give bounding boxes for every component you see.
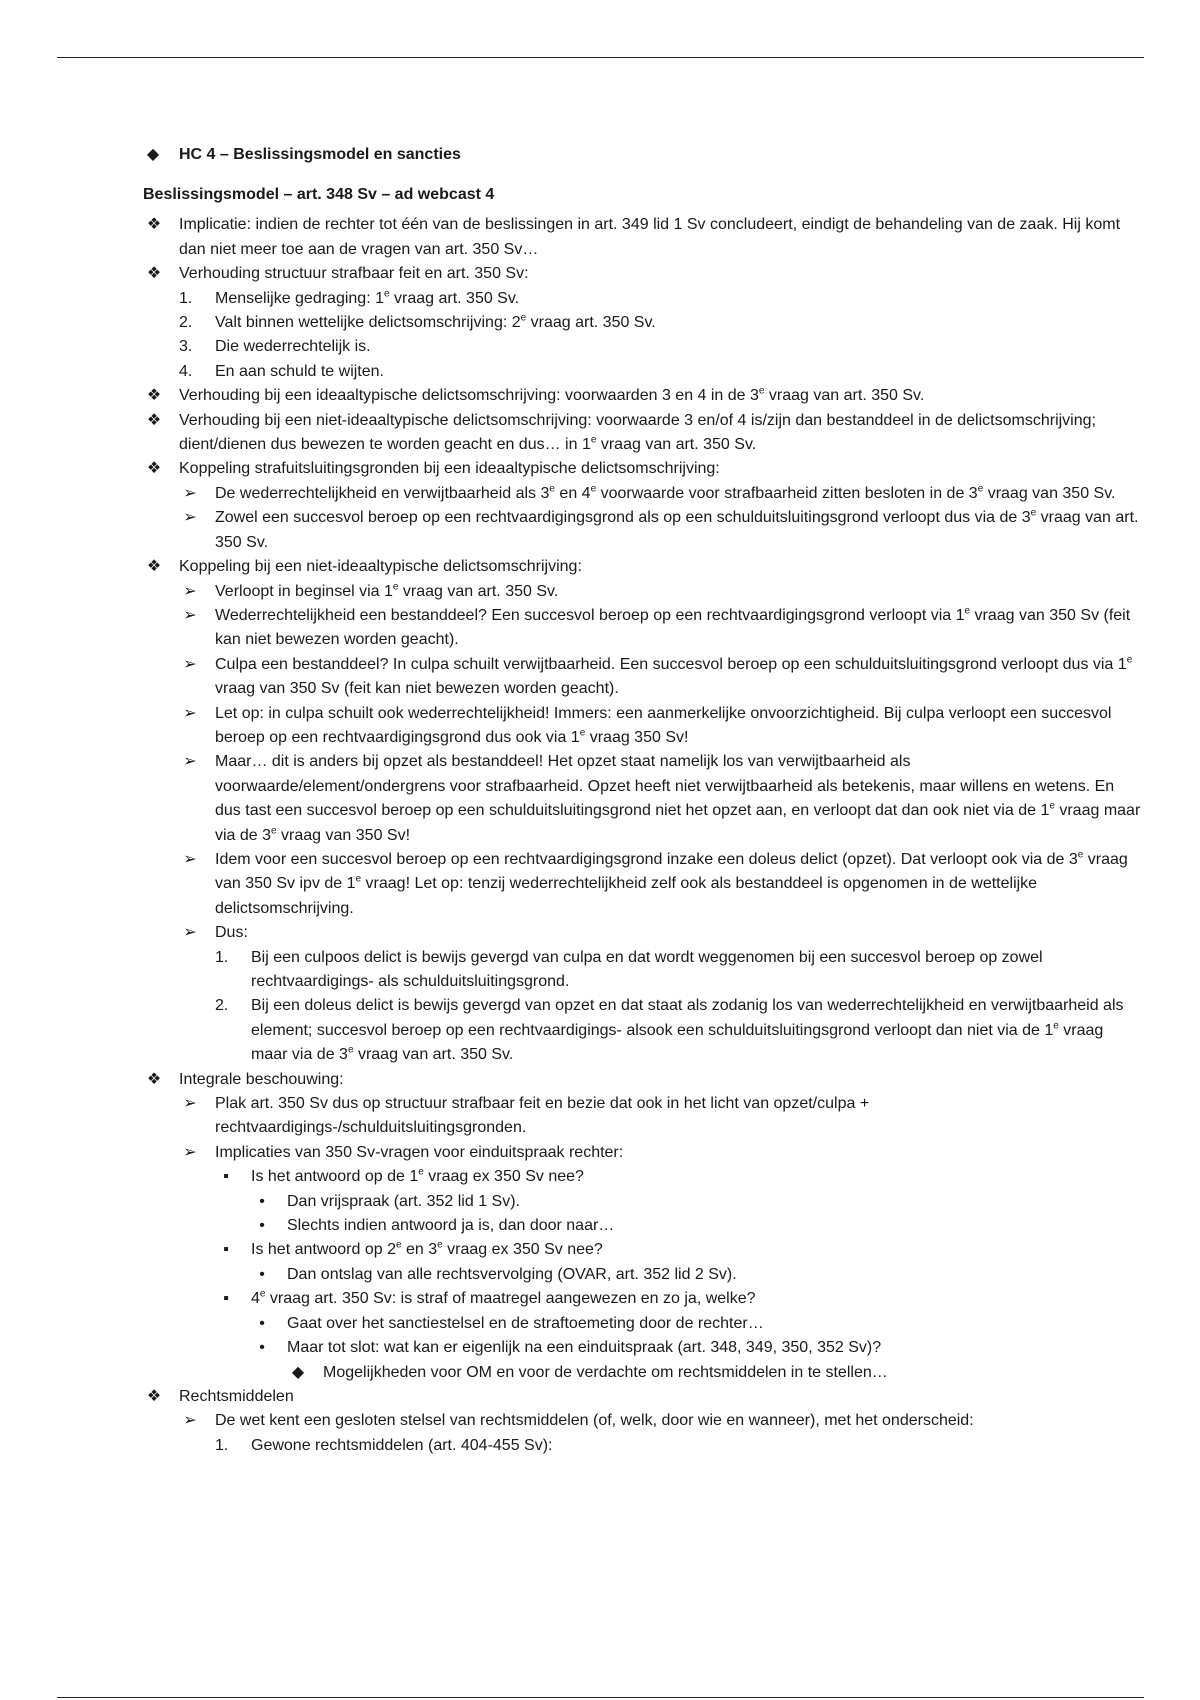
arrow-list bbox=[179, 1092, 1143, 1385]
item-text: Mogelijkheden voor OM en voor de verdachte om rechtsmiddelen in te stellen… bbox=[323, 1363, 888, 1381]
item-text: vraag van 350 Sv. bbox=[983, 484, 1116, 502]
superscript: e bbox=[259, 1288, 266, 1300]
item-text: Is het antwoord op 2 bbox=[251, 1241, 396, 1259]
arrow-bullet-icon: ➢ bbox=[183, 1143, 197, 1161]
item-text: Dus: bbox=[215, 924, 248, 942]
list-item bbox=[179, 750, 1143, 848]
bullet-icon: ❖ bbox=[146, 387, 162, 405]
item-text: vraag ex 350 Sv nee? bbox=[442, 1241, 603, 1259]
document-body bbox=[143, 143, 1143, 1458]
superscript: e bbox=[590, 483, 597, 495]
item-text: Wederrechtelijkheid een bestanddeel? Een succesvol beroep op een rechtvaardigingsgrond verloopt via 1 bbox=[215, 606, 965, 624]
item-text: vraag van 350 Sv ipv de 1 bbox=[215, 850, 1128, 893]
list-item bbox=[179, 311, 1143, 335]
item-text: Bij een culpoos delict is bewijs gevergd van culpa en dat wordt weggenomen bij een succesvol beroep op zowel rechtvaardigings- als schulduitsluitingsgrond. bbox=[251, 948, 1043, 990]
item-text: Gaat over het sanctiestelsel en de straftoemeting door de rechter… bbox=[287, 1314, 764, 1332]
dot-bullet-icon: • bbox=[259, 1314, 265, 1332]
list-item bbox=[143, 1068, 1143, 1385]
list-item bbox=[179, 1092, 1143, 1141]
main-list bbox=[143, 213, 1143, 1458]
dot-bullet-icon: • bbox=[259, 1217, 265, 1235]
item-text: vraag van art. 350 Sv. bbox=[596, 436, 757, 454]
superscript: e bbox=[395, 1240, 402, 1252]
item-text: Verhouding bij een niet-ideaaltypische delictsomschrijving: voorwaarde 3 en/of 4 is/zijn dan bestanddeel in de delictsomschrijving; dient/dienen dus bewezen te worden geacht en dus… in 1 bbox=[179, 411, 1096, 454]
arrow-bullet-icon: ➢ bbox=[183, 753, 197, 771]
superscript: e bbox=[520, 312, 527, 324]
list-item bbox=[179, 1141, 1143, 1385]
item-text: Bij een doleus delict is bewijs gevergd van opzet en dat staat als zodanig los van wederrechtelijkheid en verwijtbaarheid als element; succesvol beroep op een rechtvaardigings- alsook een schulduitsluitingsgrond verloopt dan niet via de 1 bbox=[251, 997, 1124, 1039]
list-item bbox=[179, 506, 1143, 555]
superscript: e bbox=[392, 581, 399, 593]
superscript: e bbox=[355, 874, 362, 886]
dot-bullet-icon: • bbox=[259, 1265, 265, 1283]
arrow-bullet-icon: ➢ bbox=[183, 850, 197, 868]
dot-list bbox=[251, 1263, 1143, 1287]
list-item bbox=[179, 335, 1143, 359]
superscript: e bbox=[1053, 1020, 1059, 1032]
list-item bbox=[179, 1409, 1143, 1458]
square-bullet-icon: ▪ bbox=[223, 1168, 229, 1186]
item-text: Maar… dit is anders bij opzet als bestanddeel! Het opzet staat namelijk los van verwijtbaarheid als voorwaarde/element/ondergrens voor strafbaarheid. Opzet heeft niet verwijtbaarheid als betekenis, maar willens en wetens. En dus tast een succesvol beroep op een schulduitsluitingsgrond niet het opzet aan, en verloopt dat dan ook niet via de 1 bbox=[215, 753, 1115, 820]
item-number: 1. bbox=[215, 1436, 229, 1454]
list-item bbox=[215, 994, 1143, 1067]
section-heading bbox=[143, 143, 1143, 167]
square-bullet-icon: ▪ bbox=[223, 1290, 229, 1308]
item-text: en 4 bbox=[554, 484, 591, 502]
item-text: De wet kent een gesloten stelsel van rechtsmiddelen (of, welk, door wie en wanneer), met het onderscheid: bbox=[215, 1412, 974, 1430]
item-text: vraag van art. 350 Sv. bbox=[353, 1046, 514, 1064]
item-number: 3. bbox=[179, 338, 193, 356]
list-item bbox=[179, 604, 1143, 653]
list-item bbox=[251, 1336, 1143, 1385]
superscript: e bbox=[437, 1240, 443, 1252]
bullet-icon: ❖ bbox=[146, 460, 162, 478]
numbered-list bbox=[215, 1434, 1143, 1458]
arrow-bullet-icon: ➢ bbox=[183, 484, 197, 502]
superscript: e bbox=[418, 1166, 424, 1178]
arrow-bullet-icon: ➢ bbox=[183, 655, 197, 673]
item-text: 4 bbox=[251, 1290, 260, 1308]
arrow-bullet-icon: ➢ bbox=[183, 924, 197, 942]
item-text: vraag van 350 Sv! bbox=[276, 826, 411, 844]
list-item bbox=[251, 1190, 1143, 1214]
item-text: vraag maar via de 3 bbox=[215, 802, 1141, 844]
item-text: Slechts indien antwoord ja is, dan door naar… bbox=[287, 1217, 615, 1235]
list-item bbox=[215, 1165, 1143, 1238]
list-item bbox=[143, 213, 1143, 262]
item-text: vraag van 350 Sv (feit kan niet bewezen worden geacht). bbox=[215, 606, 1131, 649]
list-item bbox=[179, 287, 1143, 311]
subtitle: Beslissingsmodel – art. 348 Sv – ad webcast 4 bbox=[143, 186, 495, 203]
bullet-icon: ❖ bbox=[146, 1387, 162, 1405]
header-rule bbox=[57, 57, 1144, 58]
list-item bbox=[251, 1263, 1143, 1287]
list-item bbox=[179, 482, 1143, 506]
square-bullet-icon: ▪ bbox=[223, 1241, 229, 1259]
list-item bbox=[143, 1385, 1143, 1458]
item-text: vraag art. 350 Sv: is straf of maatregel aangewezen en zo ja, welke? bbox=[265, 1290, 756, 1308]
bullet-icon: ❖ bbox=[146, 265, 162, 283]
list-item bbox=[143, 555, 1143, 1068]
item-number: 1. bbox=[179, 289, 193, 307]
arrow-bullet-icon: ➢ bbox=[183, 509, 197, 527]
superscript: e bbox=[271, 825, 277, 837]
diamond-list bbox=[287, 1361, 1143, 1385]
superscript: e bbox=[1030, 507, 1037, 519]
item-text: En aan schuld te wijten. bbox=[215, 362, 384, 380]
list-item bbox=[143, 409, 1143, 458]
item-text: Koppeling strafuitsluitingsgronden bij een ideaaltypische delictsomschrijving: bbox=[179, 460, 720, 478]
list-item bbox=[179, 653, 1143, 702]
item-text: Let op: in culpa schuilt ook wederrechtelijkheid! Immers: een aanmerkelijke onvoorzichtigheid. Bij culpa verloopt een succesvol beroep op een rechtvaardigingsgrond dus ook via 1 bbox=[215, 704, 1112, 746]
list-item bbox=[215, 1434, 1143, 1458]
list-item bbox=[215, 1238, 1143, 1287]
superscript: e bbox=[1126, 654, 1133, 666]
list-item bbox=[251, 1312, 1143, 1336]
item-text: vraag maar via de 3 bbox=[251, 1021, 1104, 1064]
item-text: Implicatie: indien de rechter tot één van de beslissingen in art. 349 lid 1 Sv concludeert, eindigt de behandeling van de zaak. Hij komt dan niet meer toe aan de vragen van art. 350 Sv… bbox=[179, 216, 1121, 258]
list-item bbox=[179, 848, 1143, 921]
arrow-bullet-icon: ➢ bbox=[183, 582, 197, 600]
dot-bullet-icon: • bbox=[259, 1339, 265, 1357]
item-text: Verloopt in beginsel via 1 bbox=[215, 582, 393, 600]
list-item bbox=[215, 1287, 1143, 1385]
superscript: e bbox=[977, 483, 984, 495]
heading-text: HC 4 – Beslissingsmodel en sancties bbox=[179, 146, 461, 163]
item-text: vraag van art. 350 Sv. bbox=[215, 509, 1139, 551]
list-item bbox=[179, 360, 1143, 384]
list-item bbox=[251, 1214, 1143, 1238]
bullet-icon: ❖ bbox=[146, 558, 162, 576]
arrow-list bbox=[179, 580, 1143, 1068]
numbered-list bbox=[179, 287, 1143, 385]
arrow-bullet-icon: ➢ bbox=[183, 1095, 197, 1113]
square-list bbox=[215, 1165, 1143, 1385]
item-text: Implicaties van 350 Sv-vragen voor einduitspraak rechter: bbox=[215, 1143, 624, 1161]
item-text: vraag van 350 Sv (feit kan niet bewezen worden geacht). bbox=[215, 680, 619, 698]
item-text: Gewone rechtsmiddelen (art. 404-455 Sv): bbox=[251, 1436, 553, 1454]
list-item bbox=[179, 580, 1143, 604]
list-item bbox=[179, 702, 1143, 751]
list-item bbox=[143, 457, 1143, 555]
arrow-bullet-icon: ➢ bbox=[183, 1412, 197, 1430]
superscript: e bbox=[964, 605, 971, 617]
item-text: Idem voor een succesvol beroep op een rechtvaardigingsgrond inzake een doleus delict (opzet). Dat verloopt ook via de 3 bbox=[215, 850, 1078, 868]
list-item bbox=[143, 384, 1143, 408]
item-text: vraag ex 350 Sv nee? bbox=[423, 1168, 584, 1186]
item-text: Culpa een bestanddeel? In culpa schuilt verwijtbaarheid. Een succesvol beroep op een schulduitsluitingsgrond verloopt dus via 1 bbox=[215, 655, 1127, 673]
item-number: 2. bbox=[215, 997, 229, 1015]
arrow-bullet-icon: ➢ bbox=[183, 606, 197, 624]
item-text: vraag 350 Sv! bbox=[585, 728, 689, 746]
item-text: Maar tot slot: wat kan er eigenlijk na een einduitspraak (art. 348, 349, 350, 352 Sv)? bbox=[287, 1339, 882, 1357]
superscript: e bbox=[384, 288, 390, 300]
arrow-list bbox=[179, 482, 1143, 555]
superscript: e bbox=[579, 727, 586, 739]
item-text: vraag van art. 350 Sv. bbox=[398, 582, 559, 600]
item-text: voorwaarde voor strafbaarheid zitten besloten in de 3 bbox=[596, 484, 978, 502]
list-item bbox=[215, 946, 1143, 995]
superscript: e bbox=[549, 483, 555, 495]
superscript: e bbox=[1049, 800, 1055, 812]
item-text: vraag art. 350 Sv. bbox=[389, 289, 520, 307]
superscript: e bbox=[1077, 849, 1084, 861]
item-text: Die wederrechtelijk is. bbox=[215, 338, 371, 356]
arrow-list bbox=[179, 1409, 1143, 1458]
item-number: 2. bbox=[179, 314, 193, 332]
item-text: Plak art. 350 Sv dus op structuur strafbaar feit en bezie dat ook in het licht van opzet/culpa + rechtvaardigings-/schulduitsluitingsgronden. bbox=[215, 1095, 870, 1137]
superscript: e bbox=[347, 1044, 354, 1056]
item-text: De wederrechtelijkheid en verwijtbaarheid als 3 bbox=[215, 484, 550, 502]
item-text: Koppeling bij een niet-ideaaltypische delictsomschrijving: bbox=[179, 558, 582, 576]
item-text: Verhouding bij een ideaaltypische delictsomschrijving: voorwaarden 3 en 4 in de 3 bbox=[179, 387, 759, 405]
item-text: Valt binnen wettelijke delictsomschrijving: 2 bbox=[215, 314, 521, 332]
item-text: Dan vrijspraak (art. 352 lid 1 Sv). bbox=[287, 1192, 520, 1210]
item-text: Rechtsmiddelen bbox=[179, 1387, 294, 1405]
dot-bullet-icon: • bbox=[259, 1192, 265, 1210]
bullet-icon: ❖ bbox=[146, 411, 162, 429]
item-text: Dan ontslag van alle rechtsvervolging (OVAR, art. 352 lid 2 Sv). bbox=[287, 1265, 737, 1283]
item-text: Menselijke gedraging: 1 bbox=[215, 289, 384, 307]
footer-rule bbox=[57, 1697, 1144, 1698]
item-text: Zowel een succesvol beroep op een rechtvaardigingsgrond als op een schulduitsluitingsgrond verloopt dus via de 3 bbox=[215, 509, 1031, 527]
numbered-list bbox=[215, 946, 1143, 1068]
item-number: 1. bbox=[215, 948, 229, 966]
item-number: 4. bbox=[179, 362, 193, 380]
bullet-icon: ❖ bbox=[146, 1070, 162, 1088]
list-item bbox=[179, 921, 1143, 1067]
diamond-bullet-icon: ◆ bbox=[146, 146, 160, 163]
list-item bbox=[143, 262, 1143, 384]
item-text: Integrale beschouwing: bbox=[179, 1070, 344, 1088]
dot-list bbox=[251, 1190, 1143, 1239]
superscript: e bbox=[590, 434, 597, 446]
dot-list bbox=[251, 1312, 1143, 1385]
item-text: vraag van art. 350 Sv. bbox=[764, 387, 925, 405]
item-text: vraag! Let op: tenzij wederrechtelijkheid zelf ook als bestanddeel is opgenomen in de wettelijke delictsomschrijving. bbox=[215, 875, 1038, 917]
list-item bbox=[287, 1361, 1143, 1385]
superscript: e bbox=[758, 385, 765, 397]
item-text: vraag art. 350 Sv. bbox=[526, 314, 656, 332]
diamond-bullet-icon: ◆ bbox=[291, 1363, 305, 1381]
item-text: en 3 bbox=[401, 1241, 438, 1259]
bullet-icon: ❖ bbox=[146, 216, 162, 234]
item-text: Verhouding structuur strafbaar feit en art. 350 Sv: bbox=[179, 265, 529, 283]
arrow-bullet-icon: ➢ bbox=[183, 704, 197, 722]
item-text: Is het antwoord op de 1 bbox=[251, 1168, 419, 1186]
